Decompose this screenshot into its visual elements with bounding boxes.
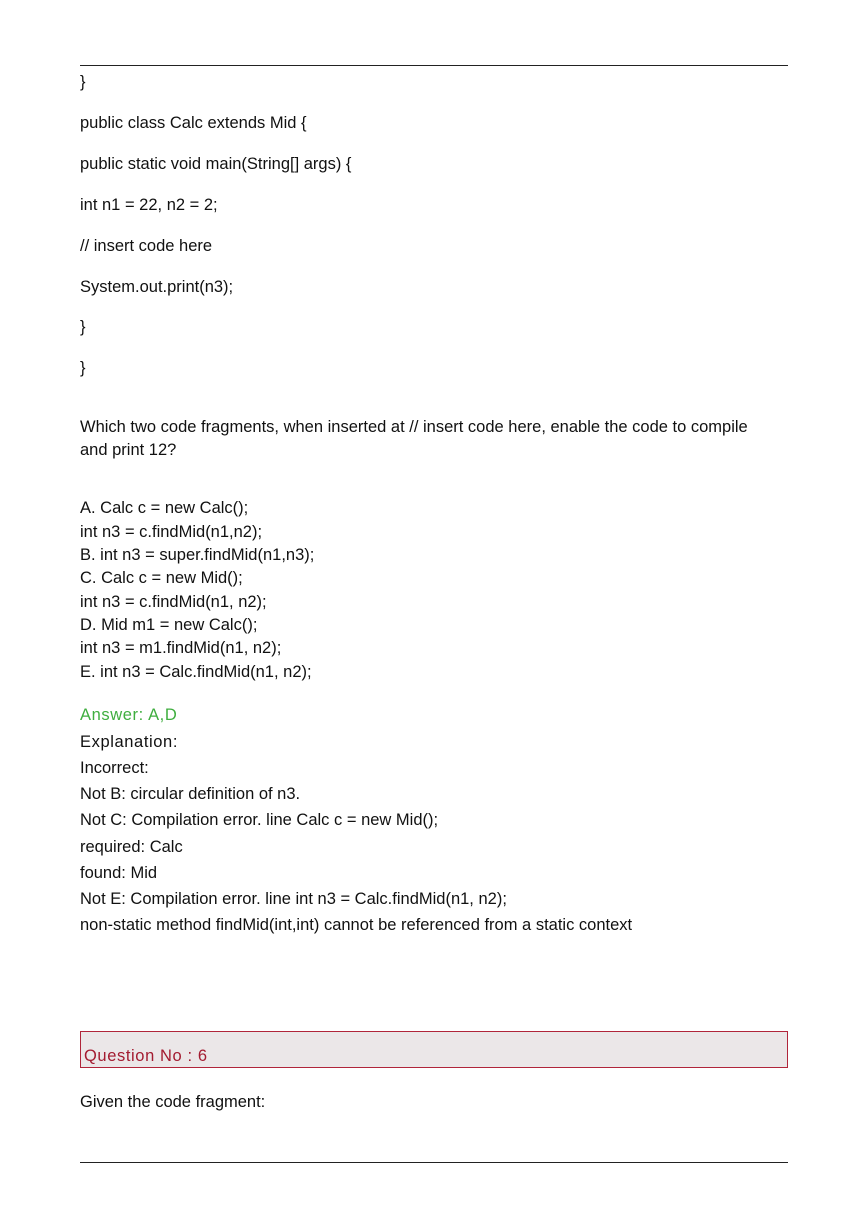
- code-line: }: [80, 359, 86, 377]
- explanation-line: Not C: Compilation error. line Calc c = new Mid();: [80, 811, 439, 829]
- question-header-box: [80, 1031, 788, 1068]
- code-line: // insert code here: [80, 237, 213, 255]
- option-line: E. int n3 = Calc.findMid(n1, n2);: [80, 663, 312, 681]
- explanation-line: found: Mid: [80, 864, 158, 882]
- answer-label: Answer: A,D: [80, 706, 178, 724]
- code-line: }: [80, 318, 86, 336]
- explanation-line: Incorrect:: [80, 759, 149, 777]
- option-line: B. int n3 = super.findMid(n1,n3);: [80, 546, 315, 564]
- code-line: public class Calc extends Mid {: [80, 114, 307, 132]
- option-line: D. Mid m1 = new Calc();: [80, 616, 258, 634]
- explanation-line: Not B: circular definition of n3.: [80, 785, 301, 803]
- explanation-line: non-static method findMid(int,int) cannot be referenced from a static context: [80, 916, 633, 934]
- top-rule: [80, 65, 788, 66]
- option-line: C. Calc c = new Mid();: [80, 569, 243, 587]
- code-line: System.out.print(n3);: [80, 278, 234, 296]
- code-line: int n1 = 22, n2 = 2;: [80, 196, 218, 214]
- bottom-rule: [80, 1162, 788, 1163]
- option-line: A. Calc c = new Calc();: [80, 499, 249, 517]
- explanation-line: required: Calc: [80, 838, 183, 856]
- code-line: public static void main(String[] args) {: [80, 155, 352, 173]
- explanation-label: Explanation:: [80, 733, 179, 751]
- question-text: Which two code fragments, when inserted at // insert code here, enable the code to compile and print 12?: [80, 418, 748, 459]
- option-line: int n3 = c.findMid(n1,n2);: [80, 523, 263, 541]
- question-number-label: Question No : 6: [84, 1047, 208, 1065]
- code-line: }: [80, 73, 86, 91]
- question-intro: Given the code fragment:: [80, 1093, 266, 1111]
- option-line: int n3 = c.findMid(n1, n2);: [80, 593, 267, 611]
- option-line: int n3 = m1.findMid(n1, n2);: [80, 639, 282, 657]
- explanation-line: Not E: Compilation error. line int n3 = Calc.findMid(n1, n2);: [80, 890, 507, 908]
